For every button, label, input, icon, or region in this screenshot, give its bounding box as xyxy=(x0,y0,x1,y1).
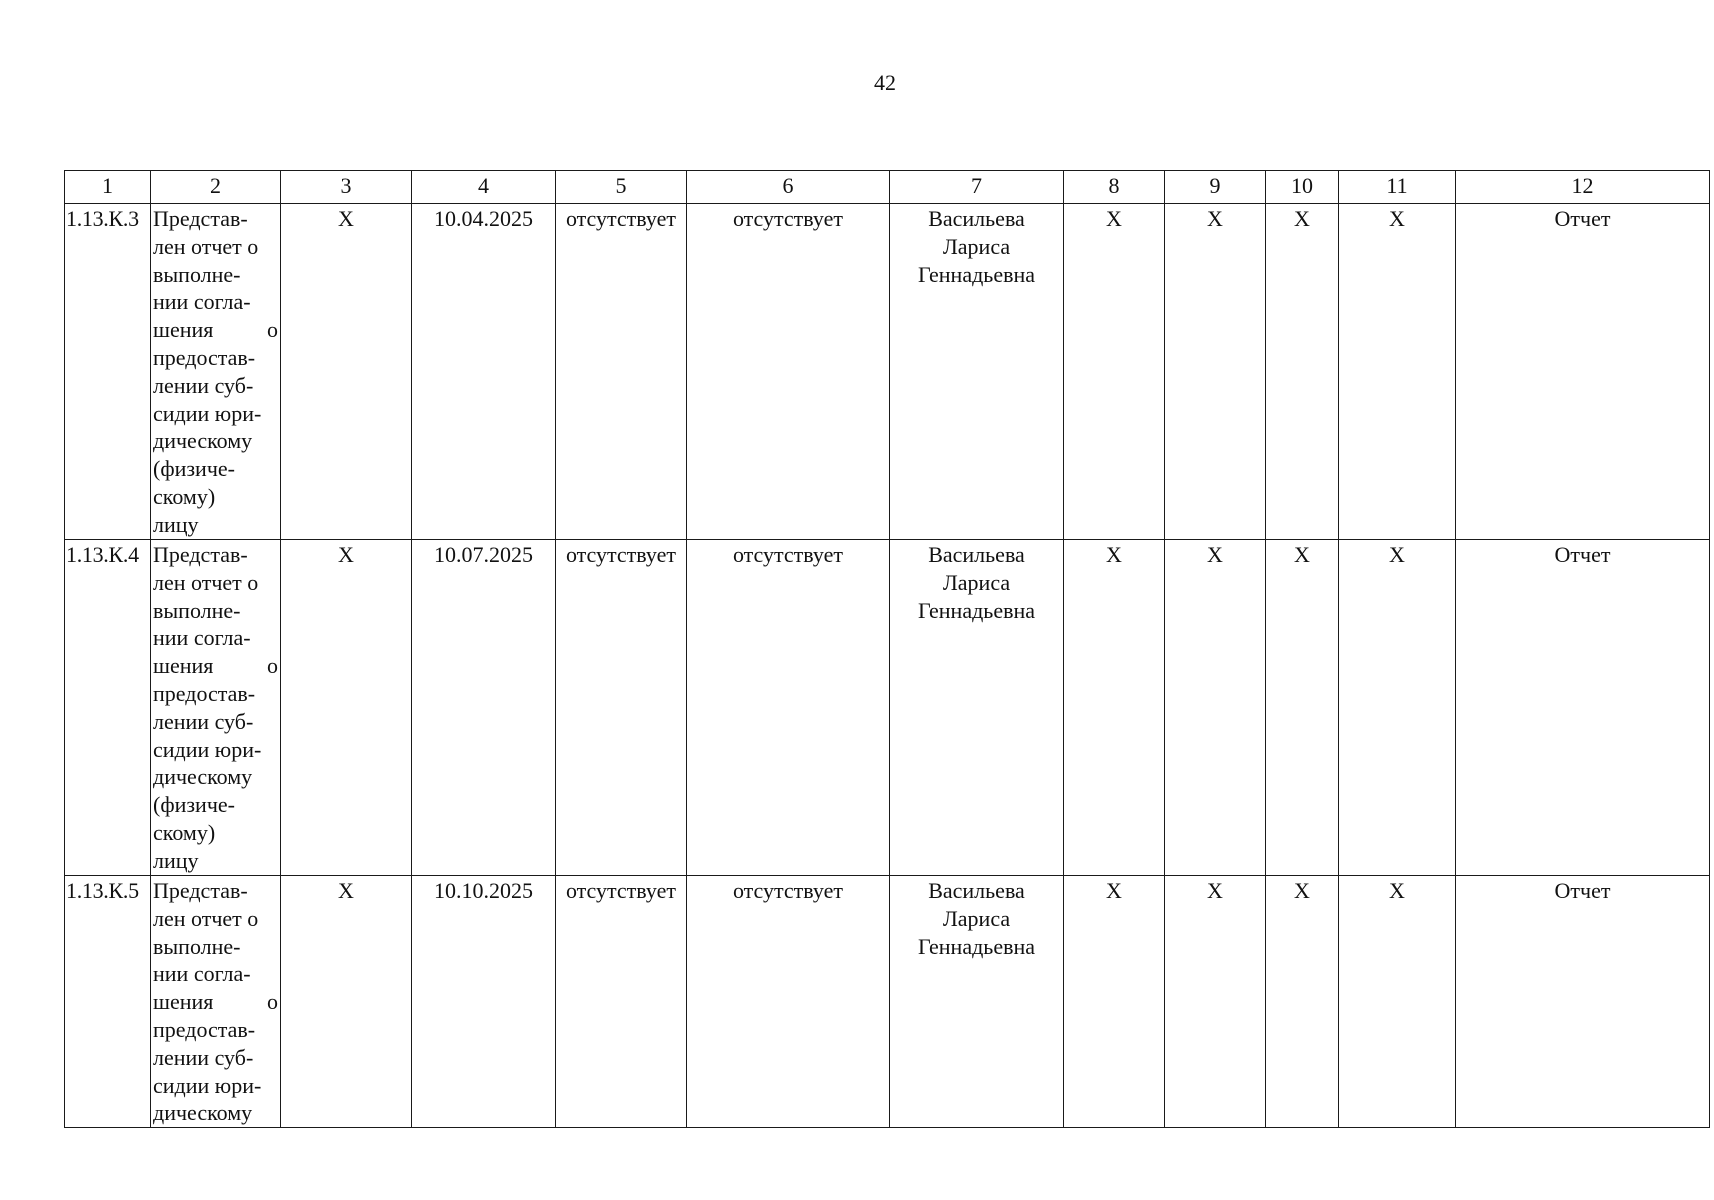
row-name-line: предостав- xyxy=(153,344,256,370)
responsible-line: Геннадьевна xyxy=(917,262,1036,287)
row-name-line: дическому xyxy=(153,1100,253,1126)
row-name-line: дическому xyxy=(153,764,253,790)
row-name-line: лении суб- xyxy=(153,372,254,398)
row-name-line: лен отчет о xyxy=(153,569,259,595)
cell-col-6: отсутствует xyxy=(687,204,890,540)
column-header: 7 xyxy=(890,171,1064,204)
cell-responsible xyxy=(890,876,1064,1128)
cell-col-5: отсутствует xyxy=(556,876,687,1128)
responsible-line: Васильева xyxy=(928,542,1025,567)
row-name-line: предостав- xyxy=(153,1016,256,1042)
column-header: 2 xyxy=(151,171,281,204)
column-header: 10 xyxy=(1266,171,1339,204)
cell-col-5: отсутствует xyxy=(556,204,687,540)
responsible-line: Лариса xyxy=(942,906,1011,931)
row-name-line: выполне- xyxy=(153,933,241,959)
cell-col-11: X xyxy=(1339,876,1456,1128)
column-header: 12 xyxy=(1456,171,1710,204)
cell-responsible xyxy=(890,204,1064,540)
column-header: 6 xyxy=(687,171,890,204)
row-name-line: лен отчет о xyxy=(153,905,259,931)
cell-col-9: X xyxy=(1165,540,1266,876)
table-row xyxy=(65,540,1710,876)
row-name-line: (физиче- xyxy=(153,456,235,482)
plan-table xyxy=(64,170,1710,1128)
row-name-line: шения о xyxy=(153,989,278,1015)
column-header: 11 xyxy=(1339,171,1456,204)
cell-date: 10.10.2025 xyxy=(412,876,556,1128)
column-header: 5 xyxy=(556,171,687,204)
cell-col-12: Отчет xyxy=(1456,540,1710,876)
column-header: 4 xyxy=(412,171,556,204)
row-name-line: выполне- xyxy=(153,597,241,623)
row-name-line: нии согла- xyxy=(153,289,251,315)
cell-col-8: X xyxy=(1064,876,1165,1128)
row-name-line: сидии юри- xyxy=(153,736,262,762)
row-code: 1.13.К.4 xyxy=(65,540,151,876)
responsible-line: Васильева xyxy=(928,878,1025,903)
responsible-line: Лариса xyxy=(942,570,1011,595)
cell-col-6: отсутствует xyxy=(687,540,890,876)
responsible-line: Геннадьевна xyxy=(917,598,1036,623)
column-header: 3 xyxy=(281,171,412,204)
row-name-line: шения о xyxy=(153,653,278,679)
cell-date: 10.07.2025 xyxy=(412,540,556,876)
cell-col-6: отсутствует xyxy=(687,876,890,1128)
table-row xyxy=(65,204,1710,540)
row-code: 1.13.К.3 xyxy=(65,204,151,540)
row-name-line: лицу xyxy=(153,847,199,873)
row-name-line: лен отчет о xyxy=(153,233,259,259)
cell-col-3: X xyxy=(281,204,412,540)
row-name-line: лении суб- xyxy=(153,1044,254,1070)
cell-col-3: X xyxy=(281,876,412,1128)
cell-col-12: Отчет xyxy=(1456,876,1710,1128)
cell-col-10: X xyxy=(1266,540,1339,876)
row-name xyxy=(151,540,281,876)
column-header: 1 xyxy=(65,171,151,204)
cell-col-11: X xyxy=(1339,540,1456,876)
row-name-line: скому) xyxy=(153,819,216,845)
row-name-line: Представ- xyxy=(153,542,248,567)
row-name-line: нии согла- xyxy=(153,961,251,987)
cell-date: 10.04.2025 xyxy=(412,204,556,540)
cell-col-5: отсутствует xyxy=(556,540,687,876)
row-name-line: лении суб- xyxy=(153,708,254,734)
responsible-line: Лариса xyxy=(942,234,1011,259)
cell-col-3: X xyxy=(281,540,412,876)
cell-col-10: X xyxy=(1266,876,1339,1128)
cell-col-11: X xyxy=(1339,204,1456,540)
row-name-line: шения о xyxy=(153,317,278,343)
responsible-line: Васильева xyxy=(928,206,1025,231)
cell-responsible xyxy=(890,540,1064,876)
row-name-line: дическому xyxy=(153,428,253,454)
row-name-line: сидии юри- xyxy=(153,1072,262,1098)
row-name-line: нии согла- xyxy=(153,625,251,651)
row-name-line: Представ- xyxy=(153,878,248,903)
row-name-line: (физиче- xyxy=(153,792,235,818)
row-name-line: предостав- xyxy=(153,680,256,706)
cell-col-12: Отчет xyxy=(1456,204,1710,540)
column-number-row xyxy=(65,171,1710,204)
cell-col-10: X xyxy=(1266,204,1339,540)
page-number: 42 xyxy=(874,70,896,95)
row-name xyxy=(151,204,281,540)
cell-col-8: X xyxy=(1064,204,1165,540)
cell-col-8: X xyxy=(1064,540,1165,876)
cell-col-9: X xyxy=(1165,204,1266,540)
column-header: 9 xyxy=(1165,171,1266,204)
row-name xyxy=(151,876,281,1128)
column-header: 8 xyxy=(1064,171,1165,204)
row-code: 1.13.К.5 xyxy=(65,876,151,1128)
row-name-line: сидии юри- xyxy=(153,400,262,426)
row-name-line: выполне- xyxy=(153,261,241,287)
row-name-line: Представ- xyxy=(153,206,248,231)
cell-col-9: X xyxy=(1165,876,1266,1128)
table-row xyxy=(65,876,1710,1128)
row-name-line: лицу xyxy=(153,511,199,537)
row-name-line: скому) xyxy=(153,483,216,509)
responsible-line: Геннадьевна xyxy=(917,934,1036,959)
